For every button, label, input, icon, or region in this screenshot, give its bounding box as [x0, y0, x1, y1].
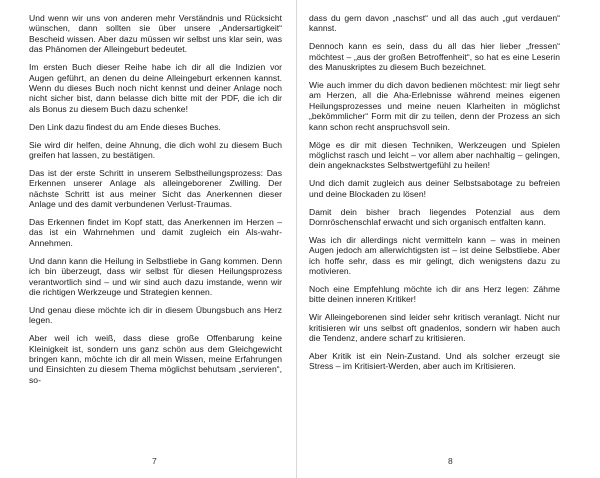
left-paragraph-9: Aber weil ich weiß, dass diese große Offenbarung keine Kleinigkeit ist, sondern uns ganz schön aus dem Gleichgewicht bringen kann, möchte ich dir all mein Wissen, meine Erfahrungen und Einsichten zu diesem Thema möglichst behutsam „servieren“, so-: [29, 333, 282, 385]
right-paragraph-6: Damit dein bisher brach liegendes Potenzial aus dem Dornröschenschlaf erwacht und sich organisch entfalten kann.: [309, 206, 560, 227]
left-paragraph-2: Im ersten Buch dieser Reihe habe ich dir all die Indizien vor Augen geführt, an denen du deine Alleingeburt erkennen kannst. Wenn du dieses Buch noch nicht kennst und deiner Anlage noch nicht sicher bist, dann belasse dich bitte mit der PDF, die ich dir als Bonus zu diesem Buch dazu schenke!: [29, 62, 282, 114]
left-paragraph-4: Sie wird dir helfen, deine Ahnung, die dich wohl zu diesem Buch greifen hat lassen, zu bestätigen.: [29, 139, 282, 160]
left-page: [0, 0, 296, 478]
right-paragraph-9: Wir Alleingeborenen sind leider sehr kritisch veranlagt. Nicht nur kritisieren wir uns selbst oft gnadenlos, sondern wir haben auch die Tendenz, andere scharf zu kritisieren.: [309, 312, 560, 344]
left-paragraph-3: Den Link dazu findest du am Ende dieses Buches.: [29, 121, 221, 132]
right-paragraph-1: dass du gern davon „naschst“ und all das auch „gut verdauen“ kannst.: [309, 13, 560, 34]
left-paragraph-8: Und genau diese möchte ich dir in diesem Übungsbuch ans Herz legen.: [29, 304, 282, 326]
right-paragraph-3: Wie auch immer du dich davon bedienen möchtest: mir liegt sehr am Herzen, all die Aha-Erlebnisse während meines eigenen Heilungsprozesses und meine neuen Klarheiten in möglichst „bekömmlicher“ Form mit dir zu teilen, denn der Prozess an sich kann schon recht anspruchsvoll sein.: [309, 80, 560, 132]
right-paragraph-5: Und dich damit zugleich aus deiner Selbstsabotage zu befreien und deine Blockaden zu lösen!: [309, 178, 560, 199]
right-paragraph-4: Möge es dir mit diesen Techniken, Werkzeugen und Spielen möglichst rasch und leicht – vor allem aber nachhaltig – gelingen, dein angeknackstes Selbstwertgefühl zu heilen!: [309, 139, 560, 171]
left-paragraph-1: Und wenn wir uns von anderen mehr Verständnis und Rücksicht wünschen, dann sollten sie über unsere „Andersartigkeit“ Bescheid wissen. Aber dazu müssen wir selbst uns klar sein, was das Phänomen der Alleingeburt bedeutet.: [29, 13, 282, 55]
left-page-number: 7: [152, 456, 157, 466]
right-page: [296, 0, 600, 478]
right-paragraph-7: Was ich dir allerdings nicht vermitteln kann – was in meinen Augen jedoch am allerwichtigsten ist – ist deine Selbstliebe. Aber ich hoffe sehr, dass es mir gelingt, dich wenigstens dazu zu motivieren.: [309, 234, 560, 277]
left-paragraph-6: Das Erkennen findet im Kopf statt, das Anerkennen im Herzen – das ist ein Wahrnehmen und damit zugleich ein Als-wahr-Annehmen.: [29, 217, 282, 248]
left-paragraph-5: Das ist der erste Schritt in unserem Selbstheilungsprozess: Das Erkennen unserer Anlage als alleingeborener Zwilling. Der nächste Schritt ist aus meiner Sicht das Anerkennen dieser Anlage und des damit verbundenen Verlust-Traumas.: [29, 167, 282, 210]
right-paragraph-8: Noch eine Empfehlung möchte ich dir ans Herz legen: Zähme bitte deinen inneren Kritiker!: [309, 284, 560, 305]
right-page-number: 8: [448, 456, 453, 466]
right-paragraph-10: Aber Kritik ist ein Nein-Zustand. Und als solcher erzeugt sie Stress – im Kritisiert-Werden, aber auch im Kritisieren.: [309, 351, 560, 372]
right-paragraph-2: Dennoch kann es sein, dass du all das hier lieber „fressen“ möchtest – „aus der großen Betroffenheit“, so hat es eine Leserin des Manuskriptes zu diesem Buch bezeichnet.: [309, 41, 560, 73]
left-paragraph-7: Und dann kann die Heilung in Selbstliebe in Gang kommen. Denn ich bin überzeugt, dass wir selbst für diesen Heilungsprozess verantwortlich sind – und wir sind auch dazu imstande, wenn wir die richtigen Werkzeuge und Strategien kennen.: [29, 255, 282, 297]
